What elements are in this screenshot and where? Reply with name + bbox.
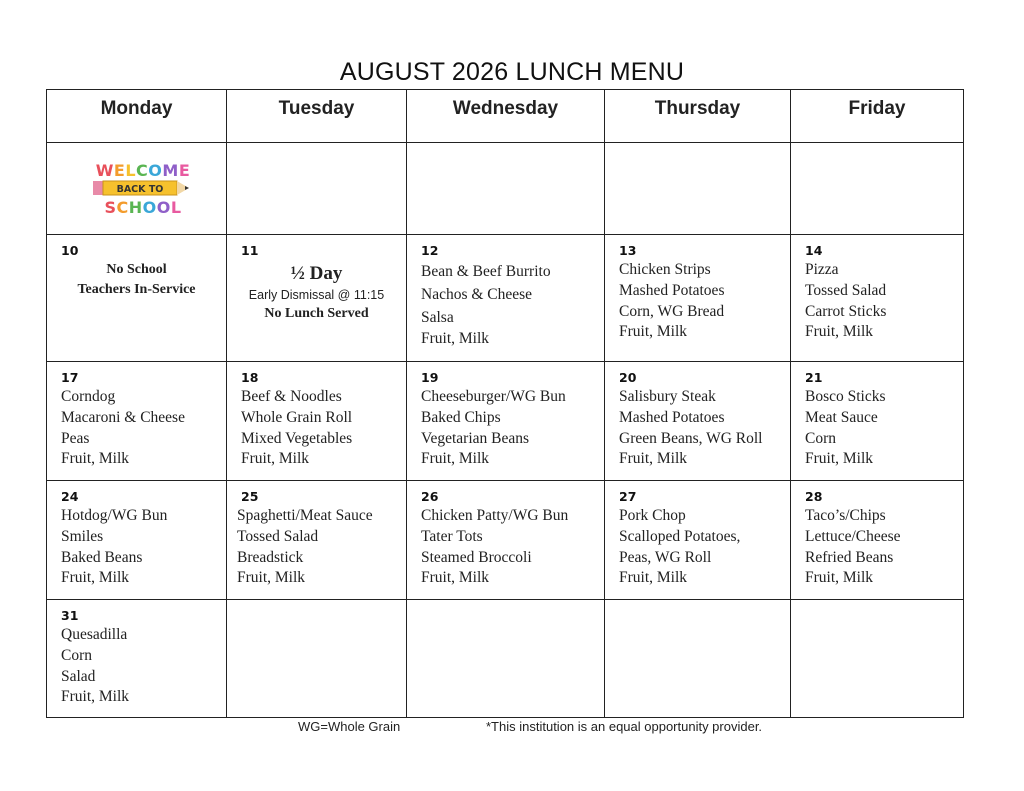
day-cell bbox=[407, 362, 605, 481]
weekday-header-row bbox=[47, 90, 964, 143]
menu-item: Fruit, Milk bbox=[619, 450, 688, 468]
empty-cell bbox=[791, 143, 964, 235]
day-number: 20 bbox=[619, 370, 637, 385]
svg-text:BACK TO: BACK TO bbox=[116, 184, 164, 195]
menu-item: Baked Chips bbox=[421, 408, 501, 426]
menu-calendar bbox=[46, 89, 964, 718]
day-cell bbox=[47, 362, 227, 481]
whole-grain-legend: WG=Whole Grain bbox=[298, 719, 401, 734]
week-row bbox=[47, 235, 964, 362]
day-number: 17 bbox=[61, 370, 79, 385]
menu-item: Corn, WG Bread bbox=[619, 302, 725, 320]
menu-item: Beef & Noodles bbox=[241, 388, 342, 405]
menu-item: Quesadilla bbox=[61, 626, 128, 643]
day-number: 14 bbox=[805, 243, 823, 258]
day-number: 21 bbox=[805, 370, 823, 385]
no-lunch-note: No Lunch Served bbox=[264, 306, 369, 321]
week-row bbox=[47, 481, 964, 600]
day-number: 18 bbox=[241, 370, 259, 385]
menu-item: Mashed Potatoes bbox=[619, 281, 725, 299]
menu-item: Fruit, Milk bbox=[421, 330, 490, 347]
weekday-monday: Monday bbox=[47, 90, 227, 143]
menu-item: Tossed Salad bbox=[237, 527, 319, 545]
menu-item: Taco’s/Chips bbox=[805, 507, 886, 524]
menu-item: Fruit, Milk bbox=[805, 323, 874, 341]
day-cell bbox=[227, 362, 407, 481]
day-cell bbox=[47, 600, 227, 718]
empty-cell bbox=[227, 143, 407, 235]
menu-item: Bean & Beef Burrito bbox=[421, 263, 551, 280]
weekday-tuesday: Tuesday bbox=[227, 90, 407, 143]
menu-item: Corn bbox=[805, 429, 836, 447]
menu-item: Carrot Sticks bbox=[805, 302, 887, 320]
menu-item: Pizza bbox=[805, 261, 839, 278]
day-number: 31 bbox=[61, 608, 79, 623]
day-number: 13 bbox=[619, 243, 637, 258]
day-number: 28 bbox=[805, 489, 823, 504]
menu-item: Fruit, Milk bbox=[241, 450, 310, 468]
day-number: 27 bbox=[619, 489, 637, 504]
weekday-wednesday: Wednesday bbox=[407, 90, 605, 143]
menu-item: Pork Chop bbox=[619, 507, 686, 524]
menu-item: Fruit, Milk bbox=[619, 323, 688, 341]
menu-item: Scalloped Potatoes, bbox=[619, 527, 741, 545]
day-cell bbox=[791, 235, 964, 362]
menu-item: Fruit, Milk bbox=[805, 569, 874, 587]
empty-cell bbox=[407, 600, 605, 718]
day-number: 12 bbox=[421, 243, 439, 258]
day-cell bbox=[47, 481, 227, 600]
day-cell bbox=[407, 481, 605, 600]
menu-item: Corndog bbox=[61, 388, 116, 405]
menu-item: Corn bbox=[61, 646, 92, 664]
day-number: 10 bbox=[61, 243, 79, 258]
week-row-intro bbox=[47, 143, 964, 235]
day-number: 26 bbox=[421, 489, 439, 504]
day-cell bbox=[605, 362, 791, 481]
menu-item: Fruit, Milk bbox=[61, 569, 130, 587]
menu-item: Teachers In-Service bbox=[77, 282, 196, 297]
menu-item: Macaroni & Cheese bbox=[61, 408, 185, 426]
menu-item: Fruit, Milk bbox=[61, 688, 130, 706]
day-cell bbox=[791, 481, 964, 600]
menu-item: Lettuce/Cheese bbox=[805, 527, 901, 545]
menu-item: Bosco Sticks bbox=[805, 388, 886, 405]
day-number: 25 bbox=[241, 489, 259, 504]
welcome-back-to-school-logo bbox=[91, 161, 195, 215]
day-cell bbox=[605, 235, 791, 362]
menu-item: Chicken Patty/WG Bun bbox=[421, 507, 569, 524]
menu-item: Mixed Vegetables bbox=[241, 429, 353, 447]
menu-item: Cheeseburger/WG Bun bbox=[421, 388, 566, 405]
welcome-cell bbox=[47, 143, 227, 235]
empty-cell bbox=[407, 143, 605, 235]
day-cell bbox=[227, 481, 407, 600]
menu-item: Salsa bbox=[421, 309, 454, 326]
svg-text:SCHOOL: SCHOOL bbox=[104, 198, 182, 215]
menu-item: Fruit, Milk bbox=[805, 450, 874, 468]
menu-item: Peas bbox=[61, 429, 90, 447]
day-cell bbox=[227, 235, 407, 362]
day-cell bbox=[47, 235, 227, 362]
day-number: 24 bbox=[61, 489, 79, 504]
half-day-label: ½ Day bbox=[290, 263, 343, 284]
weekday-thursday: Thursday bbox=[605, 90, 791, 143]
equal-opportunity-notice: *This institution is an equal opportunity provider. bbox=[486, 719, 763, 734]
week-row bbox=[47, 362, 964, 481]
menu-item: Smiles bbox=[61, 527, 104, 545]
day-cell bbox=[407, 235, 605, 362]
week-row bbox=[47, 600, 964, 718]
menu-item: Whole Grain Roll bbox=[241, 408, 353, 426]
menu-item: Vegetarian Beans bbox=[421, 429, 530, 447]
menu-item: Fruit, Milk bbox=[61, 450, 130, 468]
menu-item: Hotdog/WG Bun bbox=[61, 507, 168, 524]
day-cell bbox=[791, 362, 964, 481]
menu-item: Green Beans, WG Roll bbox=[619, 429, 763, 447]
page-title: AUGUST 2026 LUNCH MENU bbox=[339, 58, 685, 86]
menu-item: Salisbury Steak bbox=[619, 388, 716, 405]
empty-cell bbox=[605, 143, 791, 235]
day-number: 19 bbox=[421, 370, 439, 385]
menu-item: Fruit, Milk bbox=[421, 569, 490, 587]
menu-item: Meat Sauce bbox=[805, 408, 878, 426]
menu-item: Mashed Potatoes bbox=[619, 408, 725, 426]
menu-item: Spaghetti/Meat Sauce bbox=[237, 507, 373, 524]
empty-cell bbox=[227, 600, 407, 718]
weekday-friday: Friday bbox=[791, 90, 964, 143]
menu-item: Salad bbox=[61, 667, 96, 685]
menu-item: Baked Beans bbox=[61, 548, 143, 566]
menu-item: Tossed Salad bbox=[805, 281, 887, 299]
menu-item: Steamed Broccoli bbox=[421, 548, 532, 566]
menu-item: Nachos & Cheese bbox=[421, 286, 533, 303]
menu-item: Refried Beans bbox=[805, 548, 894, 566]
day-number: 11 bbox=[241, 243, 259, 258]
menu-item: Peas, WG Roll bbox=[619, 548, 712, 566]
menu-item: No School bbox=[106, 262, 167, 277]
empty-cell bbox=[791, 600, 964, 718]
menu-item: Chicken Strips bbox=[619, 261, 711, 278]
menu-item: Fruit, Milk bbox=[619, 569, 688, 587]
menu-item: Fruit, Milk bbox=[421, 450, 490, 468]
menu-item: Breadstick bbox=[237, 548, 304, 566]
empty-cell bbox=[605, 600, 791, 718]
early-dismissal-note: Early Dismissal @ 11:15 bbox=[248, 288, 385, 302]
menu-item: Tater Tots bbox=[421, 527, 483, 545]
menu-item: Fruit, Milk bbox=[237, 569, 306, 587]
day-cell bbox=[605, 481, 791, 600]
svg-text:WELCOME: WELCOME bbox=[95, 161, 191, 180]
